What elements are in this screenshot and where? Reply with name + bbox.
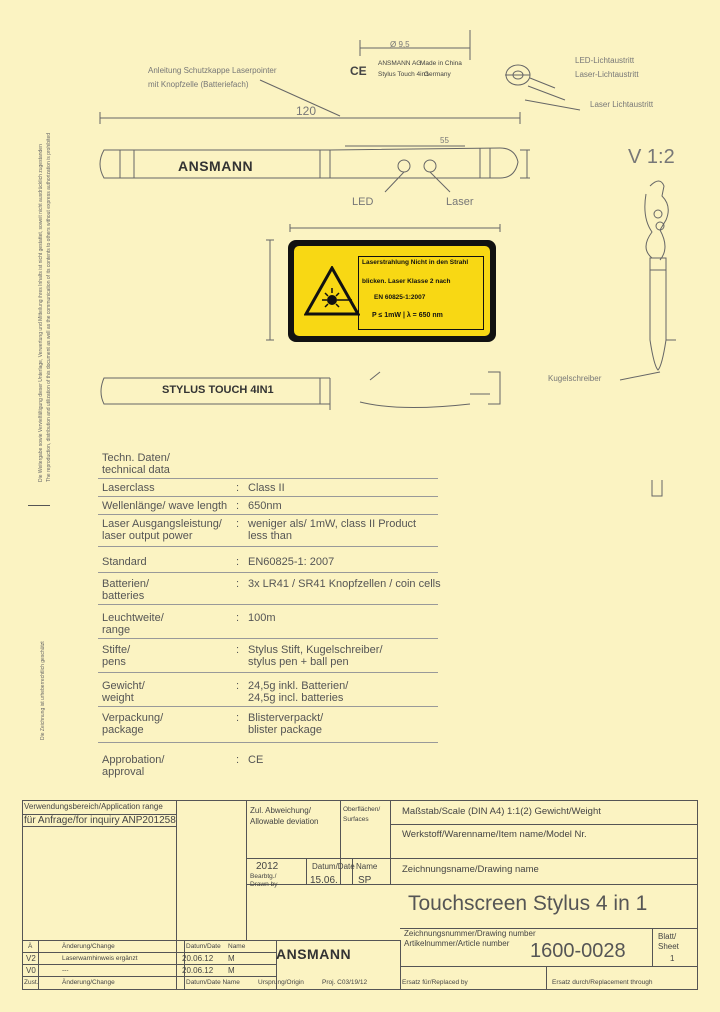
spec-colon: : [236,556,240,568]
spec-colon: : [236,578,240,590]
note-top-left-2: mit Knopfzelle (Batteriefach) [148,80,249,89]
rev-row2-state: V0 [26,966,36,975]
spec-value: 24,5g inkl. Batterien/ [248,680,349,692]
side-note-top: Die Weitergabe sowie Vervielfältigung dieser Unterlage, Verwertung und Mitteilung ihres Inhalts ist nicht gestattet, soweit nicht ausdrücklich zugestanden [38,144,44,482]
specs-title-de: Techn. Daten/ [102,452,170,464]
specs-separator [98,496,438,497]
side-note-middle: The reproduction, distribution and utilization of this document as well as the communication of its contents to others without express authorization is prohibited [46,132,52,482]
spec-colon: : [236,482,240,494]
footer-change: Änderung/Change [62,979,115,986]
sheet-value: 1 [670,954,675,963]
spec-colon: : [236,518,240,530]
rev-row1-name: M [228,954,235,963]
inquiry-text: für Anfrage/for inquiry ANP201258 [24,815,176,826]
spec-label: Approbation/ [102,754,165,766]
pen-logo: ANSMANN [178,158,254,174]
surface-label-2: Surfaces [343,816,369,823]
rev-row2-name: M [228,966,235,975]
warning-line-1: Laserstrahlung Nicht in den Strahl [362,259,469,266]
rev-row1-state: V2 [26,954,36,963]
spec-label-2: range [102,624,131,636]
rev-row2-date: 20.06.12 [182,966,214,975]
rev-row1-date: 20.06.12 [182,954,214,963]
sheet-label-2: Sheet [658,942,679,951]
spec-value-2: less than [248,530,293,542]
specs-separator [98,514,438,515]
rev-header-a: Ä [28,943,33,950]
note-right-3: Laser Lichtaustritt [590,100,654,109]
spec-label: Wellenlänge/ wave length [102,500,228,512]
drawn-name: SP [358,875,372,886]
specs-separator [98,604,438,605]
rev-row2-change: --- [62,967,69,974]
warning-line-4: P ≤ 1mW | λ = 650 nm [372,312,443,319]
body-print-model: Stylus Touch 4in1 [378,71,429,78]
laser-warning-label [288,240,496,342]
spec-value: 100m [248,612,276,624]
label-laser: Laser [446,196,474,208]
drawing-number-label-2: Artikelnummer/Article number [404,939,510,948]
spec-colon: : [236,500,240,512]
spec-colon: : [236,712,240,724]
body-print-brand: ANSMANN AG [378,60,422,67]
body-print-country: Germany [424,71,451,78]
rev-header-d: Name [228,943,246,950]
warning-line-3: EN 60825-1:2007 [374,294,426,301]
drawn-label-1: Bearbtg./ [250,873,277,880]
ce-mark: CE [350,64,367,78]
note-right-1: LED-Lichtaustritt [575,56,635,65]
scale-label: V 1:2 [628,146,675,168]
specs-separator [98,706,438,707]
dimension-diameter: Ø 9,5 [390,40,410,49]
clip-label: Kugelschreiber [548,374,602,383]
dimension-inner: 55 [440,136,449,145]
rev-header-b: Änderung/Change [62,943,115,950]
footer-date-name: Datum/Date Name [186,979,240,986]
note-right-2: Laser-Lichtaustritt [575,70,639,79]
specs-separator [98,546,438,547]
tolerance-label-2: Allowable deviation [250,817,319,826]
body-print-text: Made in China [420,60,462,67]
spec-colon: : [236,754,240,766]
spec-colon: : [236,612,240,624]
specs-title-en: technical data [102,464,170,476]
spec-label-2: batteries [102,590,145,602]
drawing-name-label: Zeichnungsname/Drawing name [402,864,539,875]
warning-line-2: blicken. Laser Klasse 2 nach [362,278,451,285]
footer-replacement: Ersatz durch/Replacement through [552,979,653,986]
spec-value: Class II [248,482,285,494]
spec-colon: : [236,680,240,692]
spec-colon: : [236,644,240,656]
spec-label-2: laser output power [102,530,193,542]
footer-replaced-by: Ersatz für/Replaced by [402,979,468,986]
title-block-logo: ANSMANN [276,946,352,962]
spec-label: Leuchtweite/ [102,612,164,624]
spec-value-2: blister package [248,724,322,736]
spec-label: Verpackung/ [102,712,164,724]
spec-label: Standard [102,556,147,568]
drawing-number: 1600-0028 [530,940,626,962]
spec-value: 3x LR41 / SR41 Knopfzellen / coin cells [248,578,441,590]
surface-label-1: Oberflächen/ [343,806,381,813]
label-led: LED [352,196,374,208]
rev-row1-change: Laserwarnhinweis ergänzt [62,955,138,962]
spec-value-2: stylus pen + ball pen [248,656,349,668]
spec-label-2: weight [102,692,134,704]
spec-value: weniger als/ 1mW, class II Product [248,518,417,530]
spec-label-2: pens [102,656,126,668]
spec-label-2: approval [102,766,145,778]
drawing-number-label-1: Zeichnungsnummer/Drawing number [404,929,536,938]
specs-separator [98,638,438,639]
side-note-bottom: Die Zeichnung ist urheberrechtlich geschützt [40,641,46,740]
specs-separator [98,478,438,479]
spec-value: EN60825-1: 2007 [248,556,335,568]
specs-separator [98,572,438,573]
name-header: Name [356,862,378,871]
laser-hazard-icon [304,266,360,316]
specs-separator [98,742,438,743]
spec-label: Gewicht/ [102,680,145,692]
material-line: Werkstoff/Warenname/Item name/Model Nr. [402,829,587,840]
drawing-name: Touchscreen Stylus 4 in 1 [408,892,648,915]
footer-origin: Ursprung/Origin [258,979,304,986]
rev-header-c: Datum/Date [186,943,221,950]
drawn-date: 15.06. [310,875,338,886]
spec-label: Stifte/ [102,644,131,656]
date-header: Datum/Date [312,862,355,871]
spec-label: Laserclass [102,482,155,494]
footer-project: Proj. C03/19/12 [322,979,368,986]
spec-label-2: package [102,724,144,736]
usage-label: Verwendungsbereich/Application range [24,802,163,811]
spec-value: CE [248,754,264,766]
spec-value: Stylus Stift, Kugelschreiber/ [248,644,383,656]
spec-label: Laser Ausgangsleistung/ [102,518,222,530]
year: 2012 [256,861,279,872]
sheet-label-1: Blatt/ [658,932,677,941]
spec-value: 650nm [248,500,282,512]
tolerance-label-1: Zul. Abweichung/ [250,806,311,815]
spec-value: Blisterverpackt/ [248,712,324,724]
drawn-label-2: Drawn by [250,881,278,888]
spec-value-2: 24,5g incl. batteries [248,692,344,704]
note-top-left-1: Anleitung Schutzkappe Laserpointer [148,66,277,75]
scale-line: Maßstab/Scale (DIN A4) 1:1(2) Gewicht/Weight [402,806,601,817]
dimension-length: 120 [296,104,317,118]
specs-separator [98,672,438,673]
footer-state: Zust. [24,979,39,986]
spec-label: Batterien/ [102,578,150,590]
pen-text: STYLUS TOUCH 4IN1 [162,384,274,396]
